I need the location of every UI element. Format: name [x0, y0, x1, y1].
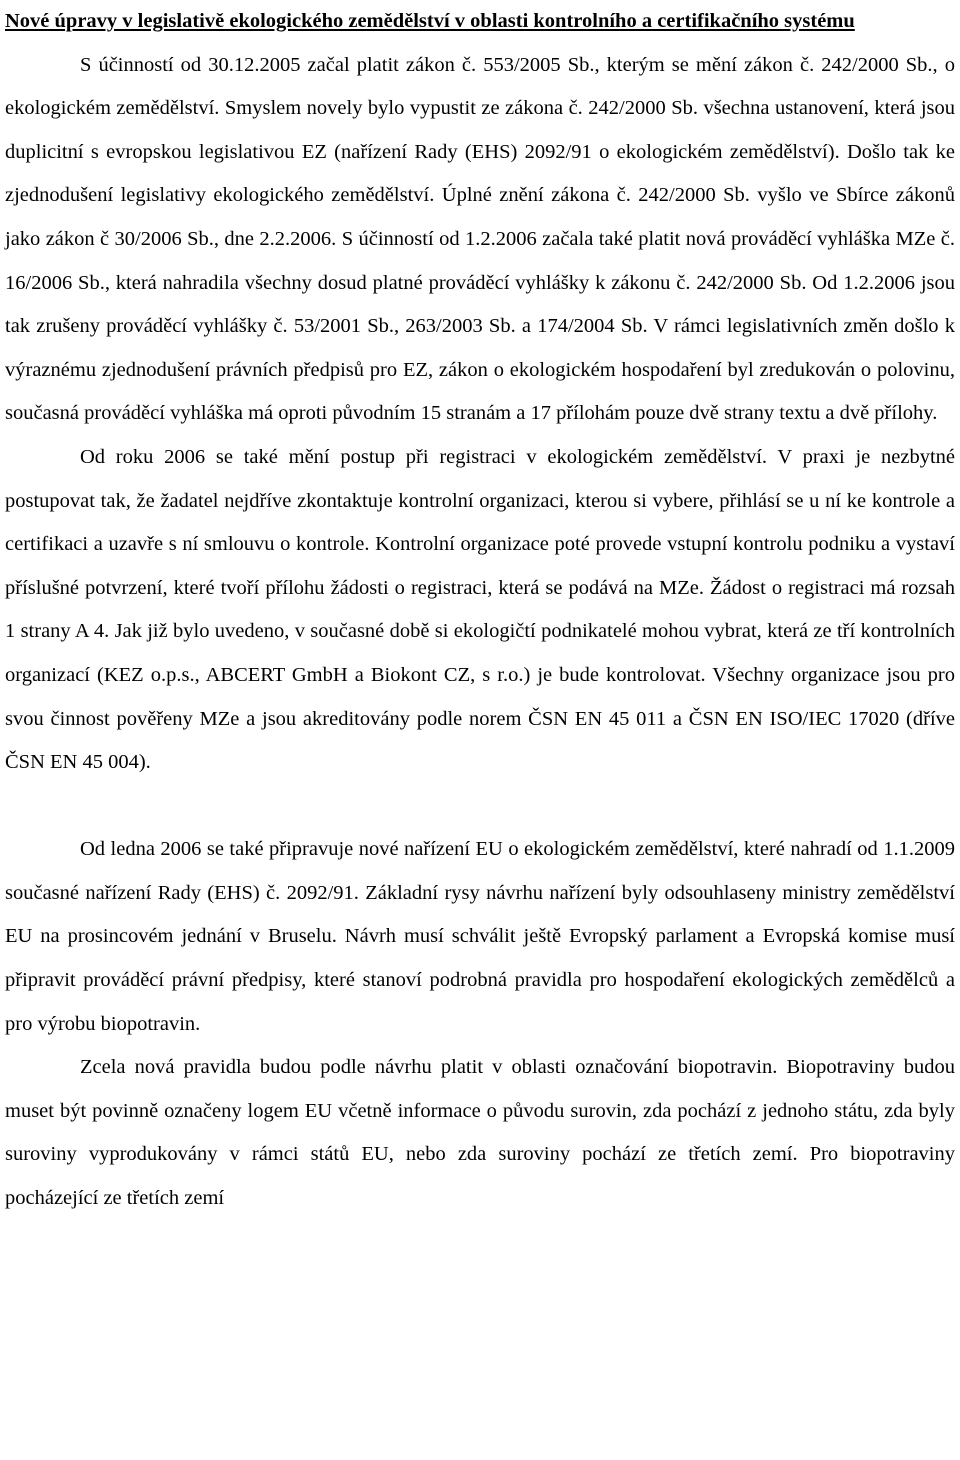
paragraph-novela: S účinností od 30.12.2005 začal platit zákon č. 553/2005 Sb., kterým se mění zákon č. 242/2000 Sb., o ekologickém zemědělství. Smyslem novely bylo vypustit ze zákona č. 242/2000 Sb. všechna ustanovení, která jsou duplicitní s evropskou legislativou EZ (nařízení Rady (EHS) 2092/91 o ekologickém zemědělství). Došlo tak ke zjednodušení legislativy ekologického zemědělství. Úplné znění zákona č. 242/2000 Sb. vyšlo ve Sbírce zákonů jako zákon č 30/2006 Sb., dne 2.2.2006. S účinností od 1.2.2006 začala také platit nová prováděcí vyhláška MZe č. 16/2006 Sb., která nahradila všechny dosud platné prováděcí vyhlášky k zákonu č. 242/2000 Sb. Od 1.2.2006 jsou tak zrušeny prováděcí vyhlášky č. 53/2001 Sb., 263/2003 Sb. a 174/2004 Sb. V rámci legislativních změn došlo k výraznému zjednodušení právních předpisů pro EZ, zákon o ekologickém hospodaření byl zredukován o polovinu, současná prováděcí vyhláška má oproti původním 15 stranám a 17 přílohám pouze dvě strany textu a dvě přílohy.: [5, 53, 955, 425]
paragraph-registrace: Od roku 2006 se také mění postup při registraci v ekologickém zemědělství. V praxi je nezbytné postupovat tak, že žadatel nejdříve zkontaktuje kontrolní organizaci, kterou si vybere, přihlásí se u ní ke kontrole a certifikaci a uzavře s ní smlouvu o kontrole. Kontrolní organizace poté provede vstupní kontrolu podniku a vystaví příslušné potvrzení, které tvoří přílohu žádosti o registraci, která se podává na MZe. Žádost o registraci má rozsah 1 strany A 4. Jak již bylo uvedeno, v současné době si ekologičtí podnikatelé mohou vybrat, která ze tří kontrolních organizací (KEZ o.p.s., ABCERT GmbH a Biokont CZ, s r.o.) je bude kontrolovat. Všechny organizace jsou pro svou činnost pověřeny MZe a jsou akreditovány podle norem ČSN EN 45 011 a ČSN EN ISO/IEC 17020 (dříve ČSN EN 45 004).: [5, 445, 955, 774]
paragraph-oznacovani: Zcela nová pravidla budou podle návrhu platit v oblasti označování biopotravin. Biopotraviny budou muset být povinně označeny logem EU včetně informace o původu surovin, zda pochází z jednoho státu, zda byly suroviny vyprodukovány v rámci států EU, nebo zda suroviny pochází ze třetích zemí. Pro biopotraviny pocházející ze třetích zemí: [5, 1056, 955, 1210]
paragraph-gap: [5, 785, 955, 829]
paragraph-nove-narizeni: Od ledna 2006 se také připravuje nové nařízení EU o ekologickém zemědělství, které nahradí od 1.1.2009 současné nařízení Rady (EHS) č. 2092/91. Základní rysy návrhu nařízení byly odsouhlaseny ministry zemědělství EU na prosincovém jednání v Bruselu. Návrh musí schválit ještě Evropský parlament a Evropská komise musí připravit prováděcí právní předpisy, které stanoví podrobná pravidla pro hospodaření ekologických zemědělců a pro výrobu biopotravin.: [5, 838, 955, 1035]
document-title: Nové úpravy v legislativě ekologického zemědělství v oblasti kontrolního a certifikačního systému: [5, 10, 855, 32]
